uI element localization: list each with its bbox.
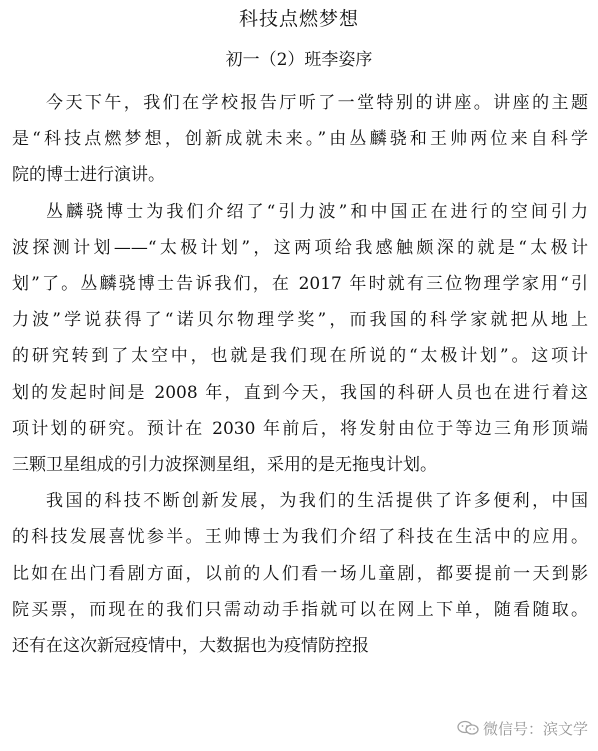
text-line (0, 90, 598, 124)
text-line (0, 633, 598, 667)
text-line-content: 丛麟骁博士为我们介绍了“引力波”和中国正在进行的空间引力 (46, 201, 588, 222)
wechat-icon (457, 720, 479, 736)
text-line (0, 488, 598, 522)
text-line (0, 343, 598, 377)
text-line (0, 307, 598, 341)
text-line-content: 我国的科技不断创新发展，为我们的生活提供了许多便利，中国 (46, 491, 588, 512)
text-line (0, 524, 598, 558)
text-line-content: 院买票，而现在的我们只需动动手指就可以在网上下单，随看随取。 (12, 599, 588, 620)
text-line (0, 235, 598, 269)
text-line-content: 波探测计划——“太极计划”，这两项给我感触颇深的就是“太极计 (12, 237, 588, 258)
text-line-content: 划”了。丛麟骁博士告诉我们，在 2017 年时就有三位物理学家用“引 (12, 274, 588, 294)
text-line (0, 561, 598, 595)
text-line (0, 380, 598, 414)
text-line (0, 126, 598, 160)
text-line-content: 的研究转到了太空中，也就是我们现在所说的“太极计划”。这项计 (12, 346, 588, 367)
text-line (0, 452, 598, 486)
text-line-content: 项计划的研究。预计在 2030 年前后，将发射由位于等边三角形顶端 (12, 418, 588, 439)
text-line-content: 三颗卫星组成的引力波探测星组，采用的是无拖曳计划。 (12, 455, 437, 475)
text-line (0, 597, 598, 631)
text-line (0, 162, 598, 196)
text-line-content: 是“科技点燃梦想，创新成就未来。”由丛麟骁和王帅两位来自科学 (12, 129, 588, 150)
text-line-content: 今天下午，我们在学校报告厅听了一堂特别的讲座。讲座的主题 (46, 93, 588, 113)
text-line (0, 271, 598, 305)
author-line: 初一（2）班李姿序 (225, 50, 373, 70)
text-line-content: 院的博士进行演讲。 (12, 165, 165, 186)
text-line (0, 416, 598, 450)
text-line-content: 比如在出门看剧方面，以前的人们看一场儿童剧，都要提前一天到影 (12, 563, 588, 584)
watermark (453, 714, 592, 742)
text-line-content: 的科技发展喜忧参半。王帅博士为我们介绍了科技在生活中的应用。 (12, 527, 588, 548)
text-line-content: 还有在这次新冠疫情中，大数据也为疫情防控报 (12, 636, 369, 656)
watermark-text: 微信号：滨文学 (482, 719, 588, 738)
text-line (0, 199, 598, 233)
text-line-content: 划的发起时间是 2008 年，直到今天，我国的科研人员也在进行着这 (12, 382, 588, 403)
document-title: 科技点燃梦想 (238, 8, 359, 30)
text-line-content: 力波”学说获得了“诺贝尔物理学奖”，而我国的科学家就把从地上 (12, 310, 588, 331)
